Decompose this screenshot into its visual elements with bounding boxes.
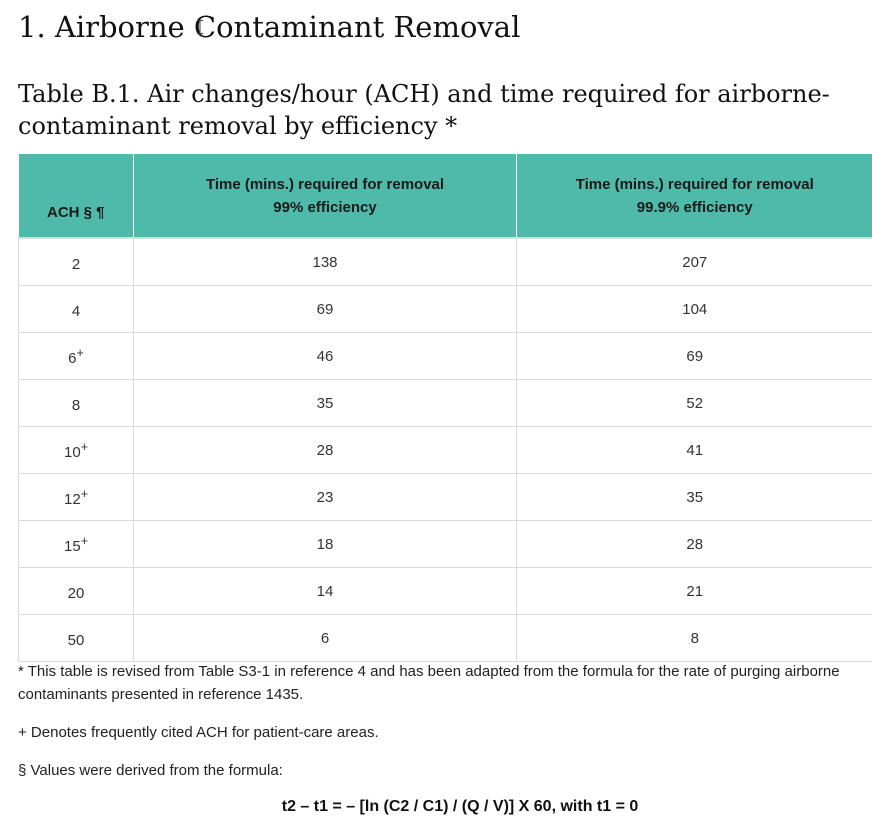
- table-row: [19, 568, 872, 615]
- cell-99: 69: [134, 286, 517, 333]
- ach-marker: +: [80, 439, 88, 454]
- cell-999: 8: [517, 615, 872, 662]
- cell-99: 14: [134, 568, 517, 615]
- ach-marker: +: [76, 345, 84, 360]
- header-ach: ACH § ¶: [19, 154, 134, 238]
- cell-ach: [19, 615, 134, 662]
- cell-99: 23: [134, 474, 517, 521]
- header-999-line1: Time (mins.) required for removal: [575, 175, 814, 193]
- ach-value: 12: [64, 490, 81, 508]
- table-row: [19, 333, 872, 380]
- cell-ach: [19, 238, 134, 286]
- footnote-plus: + Denotes frequently cited ACH for patient-care areas.: [18, 724, 379, 741]
- cell-999: 52: [517, 380, 872, 427]
- section-title: 1. Airborne Contaminant Removal: [18, 10, 521, 44]
- ach-formula: t2 – t1 = – [ln (C2 / C1) / (Q / V)] X 60, with t1 = 0: [281, 798, 639, 815]
- cell-99: 6: [134, 615, 517, 662]
- table-row: [19, 474, 872, 521]
- table-row: [19, 427, 872, 474]
- ach-value: 15: [64, 537, 81, 555]
- cell-999: 35: [517, 474, 872, 521]
- text-cursor-icon: [197, 20, 203, 34]
- table-header-row: [19, 154, 872, 238]
- cell-999: 104: [517, 286, 872, 333]
- cell-999: 69: [517, 333, 872, 380]
- cell-99: 35: [134, 380, 517, 427]
- table-caption: Table B.1. Air changes/hour (ACH) and time required for airborne-contaminant removal by efficiency *: [18, 80, 830, 140]
- cell-ach: [19, 380, 134, 427]
- ach-value: 8: [71, 396, 81, 414]
- cell-999: 207: [517, 238, 872, 286]
- header-99-line2: 99% efficiency: [273, 198, 377, 216]
- table-row: [19, 521, 872, 568]
- ach-value: 4: [71, 302, 81, 320]
- cell-ach: [19, 474, 134, 521]
- header-99-line1: Time (mins.) required for removal: [205, 175, 445, 193]
- cell-99: 138: [134, 238, 517, 286]
- cell-99: 46: [134, 333, 517, 380]
- table-row: [19, 380, 872, 427]
- ach-value: 6: [68, 349, 77, 367]
- cell-99: 28: [134, 427, 517, 474]
- cell-99: 18: [134, 521, 517, 568]
- ach-value: 2: [71, 255, 81, 273]
- header-999-line2: 99.9% efficiency: [636, 198, 753, 216]
- ach-value: 10: [64, 443, 81, 461]
- cell-999: 21: [517, 568, 872, 615]
- table-row: [19, 615, 872, 662]
- table-row: [19, 286, 872, 333]
- cell-ach: [19, 333, 134, 380]
- cell-999: 28: [517, 521, 872, 568]
- cell-ach: [19, 286, 134, 333]
- ach-value: 20: [67, 584, 85, 602]
- ach-value: 50: [67, 631, 85, 649]
- footnote-section: § Values were derived from the formula:: [18, 762, 283, 779]
- ach-marker: +: [80, 533, 88, 548]
- cell-ach: [19, 521, 134, 568]
- header-999-efficiency: [517, 154, 872, 238]
- cell-ach: [19, 568, 134, 615]
- cell-ach: [19, 427, 134, 474]
- table-footnotes: [18, 660, 858, 782]
- cell-999: 41: [517, 427, 872, 474]
- footnote-asterisk: * This table is revised from Table S3-1 in reference 4 and has been adapted from the formula for the rate of purging airborne contaminants presented in reference 1435.: [18, 663, 840, 703]
- ach-marker: +: [80, 486, 88, 501]
- header-99-efficiency: [134, 154, 517, 238]
- ach-table: [18, 154, 872, 662]
- table-row: [19, 238, 872, 286]
